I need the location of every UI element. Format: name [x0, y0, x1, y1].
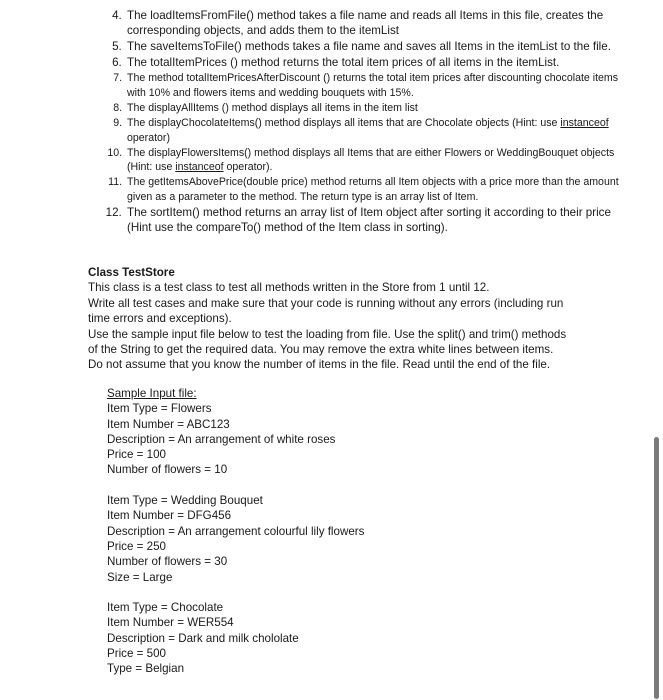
list-item-text: The saveItemsToFile() methods takes a file name and saves all Items in the itemList to the file.: [127, 40, 611, 54]
instanceof-keyword: instanceof: [560, 116, 609, 129]
sample-record: [107, 600, 507, 676]
list-item: [125, 116, 625, 145]
record-line: Size = Large: [107, 570, 173, 584]
method-list: [88, 8, 625, 236]
list-item: [125, 146, 625, 175]
list-item-text: The displayChocolateItems() method displays all items that are Chocolate objects (Hint: use: [127, 116, 561, 129]
list-item: [125, 101, 625, 116]
record-line: Description = An arrangement colourful lily flowers: [107, 524, 365, 538]
record-line: Price = 500: [107, 647, 166, 661]
list-item: [125, 39, 625, 54]
record-line: Item Type = Chocolate: [107, 601, 224, 615]
section-title: Class TestStore: [88, 266, 175, 279]
test-store-section: [88, 265, 578, 373]
section-paragraph: Use the sample input file below to test the loading from file. Use the split() and trim() methods of the String to get the required data. You may remove the extra white lines between items.: [88, 327, 567, 357]
list-item-text: The totalItemPrices () method returns the total item prices of all items in the itemList.: [127, 56, 560, 70]
list-item: [125, 175, 625, 204]
record-line: Number of flowers = 10: [107, 463, 228, 477]
section-paragraph: This class is a test class to test all methods written in the Store from 1 until 12.: [88, 281, 490, 295]
list-item-text: The loadItemsFromFile() method takes a file name and reads all Items in this file, creates the corresponding objects, and adds them to the itemList: [127, 9, 604, 38]
record-line: Description = Dark and milk chololate: [107, 631, 299, 645]
record-line: Item Number = ABC123: [107, 417, 230, 431]
list-item-text: operator): [127, 131, 170, 144]
record-line: Price = 250: [107, 539, 166, 553]
record-line: Item Type = Flowers: [107, 402, 212, 416]
list-item: [125, 205, 625, 236]
list-item-text: The displayAllItems () method displays all items in the item list: [127, 101, 418, 114]
sample-input-file: [107, 386, 507, 692]
list-item-text: The sortItem() method returns an array list of Item object after sorting it according to their price (Hint use the compareTo() method of the Item class in sorting).: [127, 205, 611, 235]
record-line: Item Number = DFG456: [107, 509, 232, 523]
sample-record: [107, 493, 507, 585]
scrollbar-thumb[interactable]: [654, 437, 659, 699]
section-paragraph: Do not assume that you know the number of items in the file. Read until the end of the file.: [88, 358, 551, 372]
record-line: Price = 100: [107, 448, 166, 462]
list-item-text: operator).: [223, 161, 273, 174]
list-item: [125, 8, 625, 39]
record-line: Item Number = WER554: [107, 616, 234, 630]
instanceof-keyword: instanceof: [175, 161, 224, 174]
record-line: Item Type = Wedding Bouquet: [107, 494, 263, 508]
record-line: Description = An arrangement of white roses: [107, 432, 336, 446]
section-paragraph: Write all test cases and make sure that your code is running without any errors (including run time errors and exceptions).: [88, 296, 564, 326]
list-item-text: The method totalItemPricesAfterDiscount () returns the total item prices after discounting chocolate items with 10% and flowers items and wedding bouquets with 15%.: [127, 72, 619, 99]
sample-record: [107, 401, 507, 477]
record-line: Type = Belgian: [107, 662, 185, 676]
sample-header: Sample Input file:: [107, 387, 197, 400]
list-item-text: The displayFlowersItems() method displays all Items that are either Flowers or WeddingBouquet objects (Hint: use: [127, 146, 615, 174]
record-line: Number of flowers = 30: [107, 555, 228, 569]
list-item: [125, 71, 625, 100]
list-item-text: The getItemsAbovePrice(double price) method returns all Item objects with a price more than the amount given as a parameter to the method. The return type is an array list of Item.: [127, 176, 619, 203]
list-item: [125, 55, 625, 70]
